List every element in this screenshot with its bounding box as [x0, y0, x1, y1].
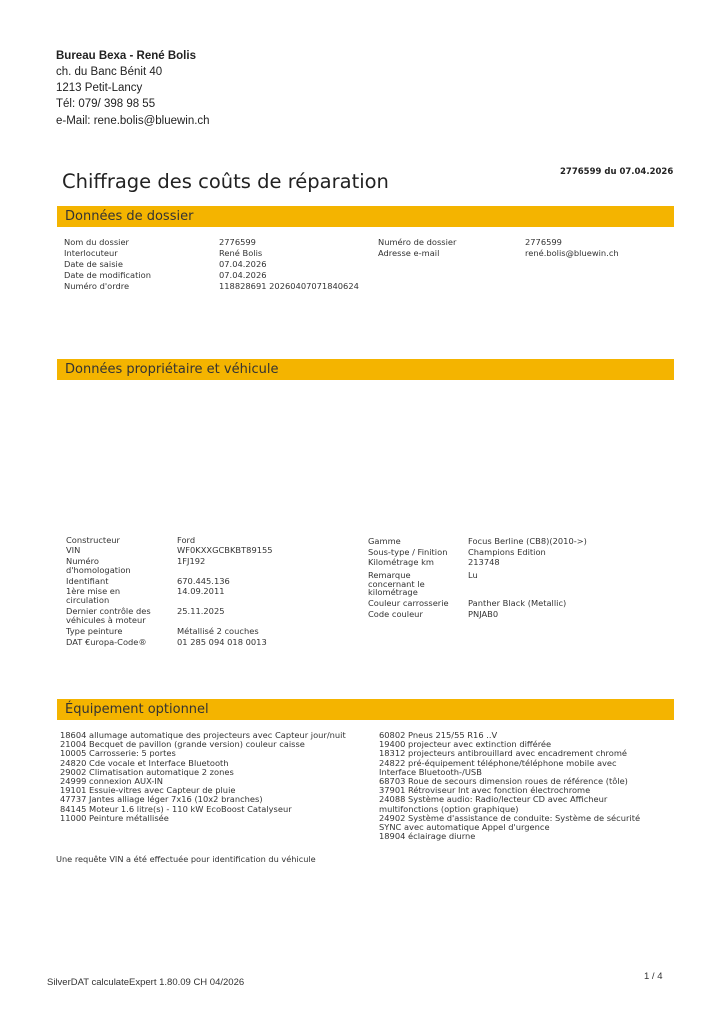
equipment-item: 24820 Cde vocale et Interface Bluetooth: [60, 757, 229, 768]
field-label: Date de saisie: [64, 259, 123, 269]
field-label: Remarque concernant le kilométrage: [368, 570, 425, 598]
equipment-item: 10005 Carrosserie: 5 portes: [60, 748, 176, 759]
field-label: Identifiant: [66, 576, 109, 586]
field-value: 2776599: [525, 237, 562, 247]
address-street: ch. du Banc Bénit 40: [56, 66, 163, 78]
field-value: Lu: [468, 570, 478, 580]
field-label: Couleur carrosserie: [368, 598, 449, 608]
field-value: 1FJ192: [177, 556, 206, 566]
section-header-equipment: Équipement optionnel: [57, 699, 674, 720]
equipment-item: 24999 connexion AUX-IN: [60, 776, 163, 787]
field-label: Numéro d'ordre: [64, 281, 130, 291]
equipment-item: 18604 allumage automatique des projecteurs avec Capteur jour/nuit: [60, 730, 346, 740]
field-label: Dernier contrôle des véhicules à moteur: [66, 606, 151, 625]
field-value: 213748: [468, 557, 500, 567]
address-city: 1213 Petit-Lancy: [56, 82, 143, 94]
field-label: 1ère mise en circulation: [66, 586, 121, 605]
field-value: WF0KXXGCBKBT89155: [177, 545, 273, 555]
field-value: 2776599: [219, 237, 256, 247]
equipment-item: 18904 éclairage diurne: [379, 831, 476, 842]
equipment-item: 29002 Climatisation automatique 2 zones: [60, 766, 234, 777]
field-label: Type peinture: [66, 626, 123, 636]
field-label: Numéro de dossier: [378, 237, 457, 247]
field-label: Nom du dossier: [64, 237, 129, 247]
field-label: Date de modification: [64, 270, 151, 280]
field-value: Champions Edition: [468, 547, 546, 557]
field-value: 118828691 20260407071840624: [219, 281, 359, 291]
field-value: 01 285 094 018 0013: [177, 637, 267, 647]
equipment-item: 24088 Système audio: Radio/lecteur CD avec Afficheur multifonctions (option graphique): [379, 794, 608, 814]
field-value: 25.11.2025: [177, 606, 225, 616]
field-value: 670.445.136: [177, 576, 230, 586]
field-value: Ford: [177, 535, 196, 545]
field-value: 14.09.2011: [177, 586, 225, 596]
field-label: Numéro d'homologation: [66, 556, 131, 575]
equipment-item: 11000 Peinture métallisée: [60, 812, 169, 823]
document-title: Chiffrage des coûts de réparation: [62, 170, 389, 193]
field-label: Constructeur: [66, 535, 120, 545]
equipment-list-left: [60, 731, 346, 823]
equipment-item: 18312 projecteurs antibrouillard avec encadrement chromé: [379, 748, 628, 759]
equipment-item: 19101 Essuie-vitres avec Capteur de pluie: [60, 785, 236, 796]
section-header-vehicle: Données propriétaire et véhicule: [57, 359, 674, 380]
field-value: rené.bolis@bluewin.ch: [525, 248, 619, 258]
field-value: René Bolis: [219, 248, 263, 258]
field-label: Kilométrage km: [368, 557, 434, 567]
field-label: Adresse e-mail: [378, 248, 440, 258]
field-value: Focus Berline (CB8)(2010->): [468, 536, 587, 546]
field-value: 07.04.2026: [219, 270, 267, 280]
company-name: Bureau Bexa - René Bolis: [56, 50, 196, 62]
equipment-item: 47737 Jantes alliage léger 7x16 (10x2 branches): [60, 794, 263, 805]
equipment-item: 21004 Becquet de pavillon (grande version) couleur caisse: [60, 739, 305, 750]
address-phone: Tél: 079/ 398 98 55: [56, 98, 156, 110]
field-value: PNJAB0: [468, 609, 499, 619]
equipment-item: 24822 pré-équipement téléphone/téléphone mobile avec Interface Bluetooth-/USB: [379, 757, 617, 777]
field-label: VIN: [66, 545, 81, 555]
field-value: Panther Black (Metallic): [468, 598, 567, 608]
footer-page-number: 1 / 4: [644, 971, 663, 982]
vin-request-note: Une requête VIN a été effectuée pour identification du véhicule: [56, 854, 316, 864]
equipment-item: 60802 Pneus 215/55 R16 ..V: [379, 730, 498, 740]
field-label: Gamme: [368, 536, 401, 546]
field-label: Interlocuteur: [64, 248, 118, 258]
footer-software-version: SilverDAT calculateExpert 1.80.09 CH 04/2026: [47, 977, 245, 988]
equipment-item: 24902 Système d'assistance de conduite: Système de sécurité SYNC avec automatique Appel d'urgence: [379, 812, 641, 833]
equipment-item: 37901 Rétroviseur Int avec fonction électrochrome: [379, 785, 591, 796]
address-email: e-Mail: rene.bolis@bluewin.ch: [56, 115, 210, 127]
field-label: DAT €uropa-Code®: [66, 637, 147, 647]
field-value: Métallisé 2 couches: [177, 626, 259, 636]
section-header-dossier: Données de dossier: [57, 206, 674, 227]
field-label: Sous-type / Finition: [368, 547, 448, 557]
field-label: Code couleur: [368, 609, 423, 619]
field-value: 07.04.2026: [219, 259, 267, 269]
equipment-item: 68703 Roue de secours dimension roues de référence (tôle): [379, 776, 628, 787]
equipment-item: 84145 Moteur 1.6 litre(s) - 110 kW EcoBoost Catalyseur: [60, 803, 292, 814]
equipment-list-right: [379, 731, 640, 841]
document-reference: 2776599 du 07.04.2026: [560, 167, 674, 177]
equipment-item: 19400 projecteur avec extinction différée: [379, 739, 552, 750]
